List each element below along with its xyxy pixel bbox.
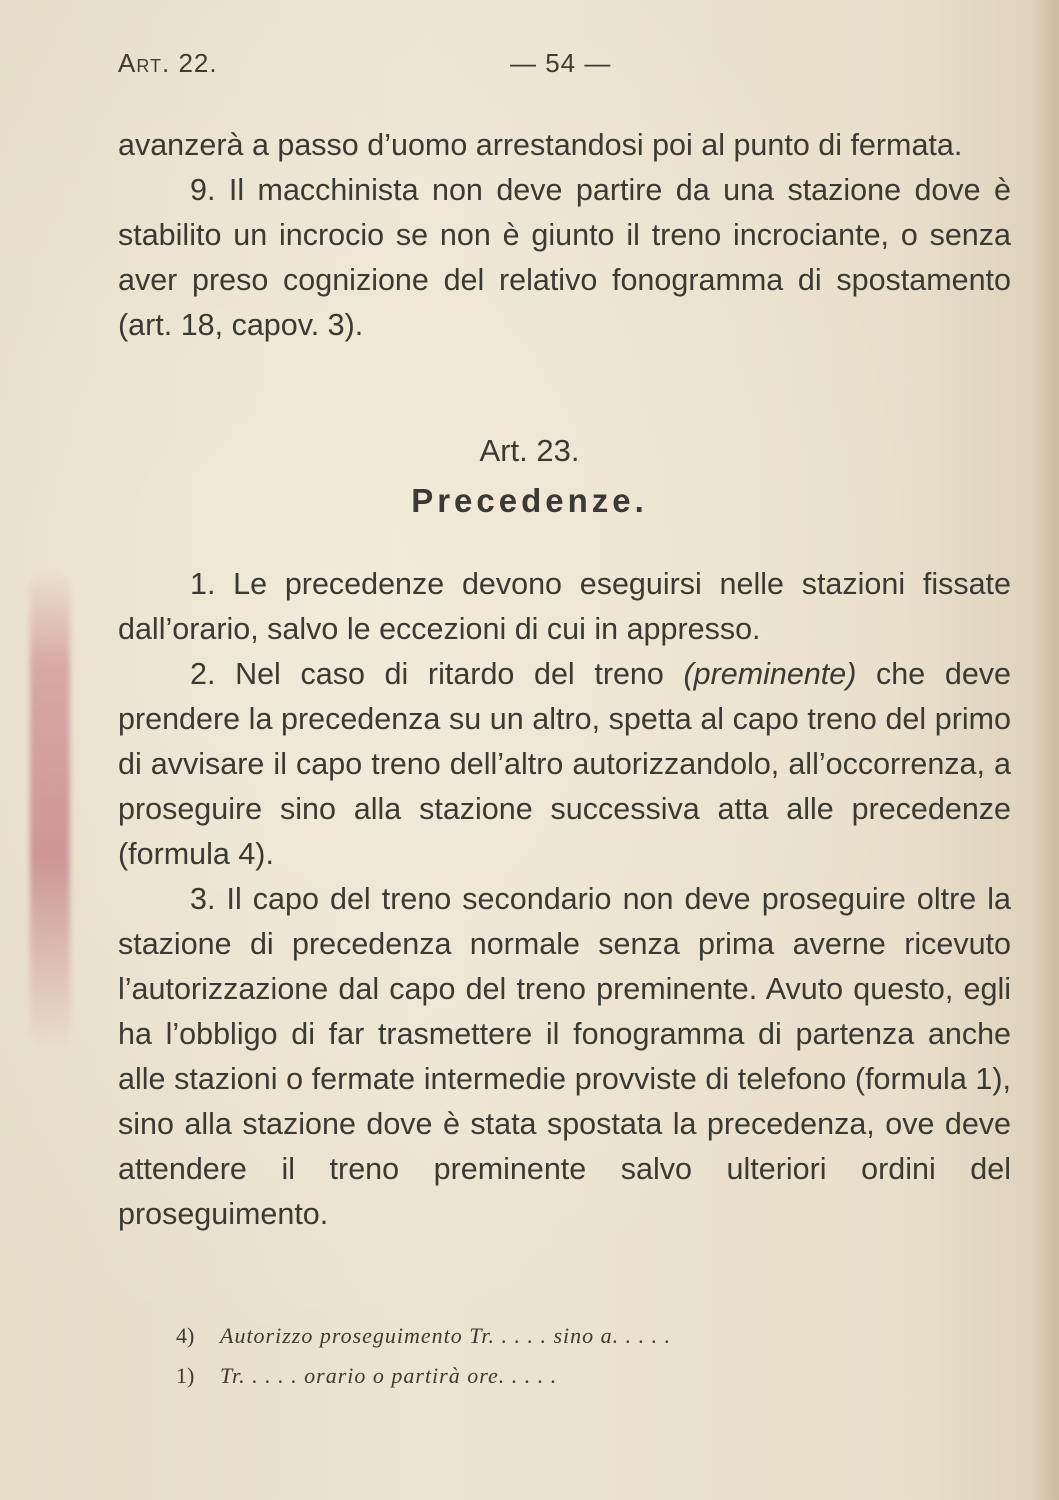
- page-edge-shadow: [1031, 0, 1059, 1500]
- paragraph-1: 1. Le precedenze devono eseguirsi nelle stazioni fissate dall’orario, salvo le eccezioni di cui in appresso.: [118, 567, 1011, 646]
- article-number: Art. 23.: [479, 433, 580, 468]
- article-title: Precedenze.: [411, 482, 648, 519]
- body-text-top: [118, 123, 1011, 348]
- footnote-1: [176, 1356, 1006, 1396]
- paragraph-continuation: avanzerà a passo d’uomo arrestandosi poi al punto di fermata.: [118, 128, 963, 162]
- paragraph-2-start: 2. Nel caso di ritardo del treno: [190, 657, 684, 691]
- paragraph-2-italic: (preminente): [683, 657, 857, 691]
- footnote-text: Autorizzo proseguimento Tr. . . . . sino a. . . . .: [220, 1323, 672, 1348]
- running-head-section: Art. 22.: [118, 48, 218, 78]
- footnote-4: [176, 1316, 1006, 1356]
- paragraph-2-end: che deve prendere la precedenza su un altro, spetta al capo treno del primo di avvisare il capo treno dell’altro autorizzandolo, all’occorrenza, a proseguire sino alla stazione successiva atta alle precedenze (formula 4).: [118, 657, 1011, 871]
- page-number: — 54 —: [510, 48, 612, 78]
- running-head: [118, 48, 1018, 88]
- red-margin-stain: [30, 570, 70, 1050]
- footnote-number: 4): [176, 1323, 195, 1348]
- paragraph-3: 3. Il capo del treno secondario non deve proseguire oltre la stazione di precedenza normale senza prima averne ricevuto l’autorizzazione dal capo del treno preminente. Avuto questo, egli ha l’obbligo di far trasmettere il fonogramma di partenza anche alle stazioni o fermate intermedie provviste di telefono (formula 1), sino alla stazione dove è stata spostata la precedenza, ove deve attendere il treno preminente salvo ulteriori ordini del proseguimento.: [118, 882, 1011, 1231]
- paragraph-9: 9. Il macchinista non deve partire da una stazione dove è stabilito un incrocio se non è giunto il treno incrociante, o senza aver preso cognizione del relativo fonogramma di spostamento (art. 18, capov. 3).: [118, 173, 1011, 342]
- footnote-number: 1): [176, 1363, 195, 1388]
- footnote-text: Tr. . . . . orario o partirà ore. . . . .: [220, 1363, 558, 1388]
- footnotes: [176, 1316, 1006, 1396]
- paragraph-2: [118, 652, 1011, 877]
- body-text-bottom: [118, 562, 1011, 1237]
